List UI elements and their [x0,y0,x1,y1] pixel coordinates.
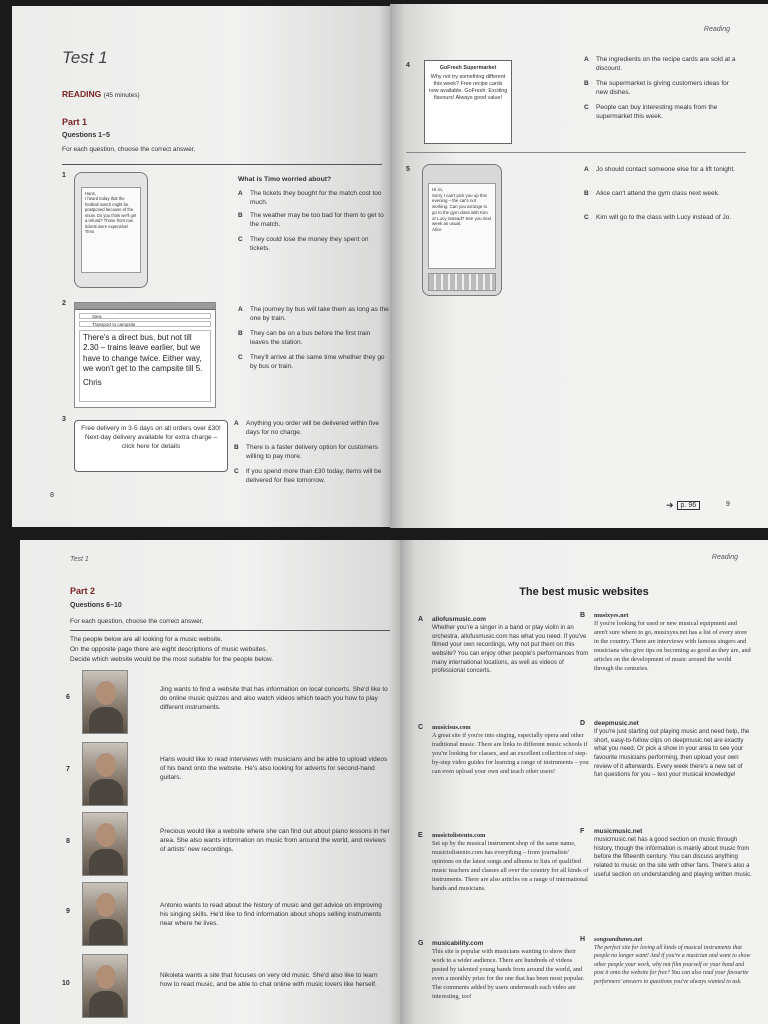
website-h: H songsandtunes.net The perfect site for loving all kinds of musical instruments that people no longer want! And if you're a musician and want to show other people your work, why not film yourself or your band and post it onto the website for free? You can also read your favourite performers' answers to questions you've always wanted to ask. [580,936,751,985]
option-a[interactable]: A The tickets they bought for the match cost too much. [238,190,382,206]
phone-illustration [74,172,148,288]
question-number: 5 [406,166,410,173]
page-number: 9 [726,501,730,508]
divider [62,164,382,165]
person-description: Antonio wants to read about the history of music and get advice on improving his singing skills. He'd like to find information about shops selling instruments near where he lives. [160,902,382,927]
phone-message: Hi Jo, Sorry I can't pick you up this evening – the car's not working. Can you arrange to go to the gym class with Kim or Lucy instead? See you next week as usual. Alice [432,187,492,233]
subject-field: Transport to campsite [79,321,211,327]
banner-line-1: Free delivery in 3-5 days on all orders over £30! [81,425,221,432]
person-photo [82,742,128,806]
question-number: 9 [66,908,70,915]
person-photo [82,954,128,1018]
answer-reference[interactable] [666,500,700,511]
notice-title: GoFresh Supermarket [439,65,497,71]
website-a: A allofusmusic.com Whether you're a singer in a band or play violin in an orchestra, allofusmusic.com has what you need. If you've filmed your own recordings, why not put them on this website? You can enjoy other people's performances from many international locations, as well as videos of professional concerts. [418,616,589,675]
delivery-banner [74,420,228,472]
question-number: 8 [66,838,70,845]
message-body: There's a direct bus, but not till 2.30 – trains leave earlier, but we have to change twice. Either way, we won't get to the campsite till 5. [83,333,203,374]
part-title: Part 2 [70,586,96,596]
person-description: Precious would like a website where she can find out about piano lessons in her area. She also wants information on music from around the world, and reviews of artists' new recordings. [160,828,390,853]
option-a[interactable]: A The journey by bus will take them as long as the one by train. [238,306,389,322]
question-number: 2 [62,300,66,307]
reading-label: READING [62,89,102,99]
phone-screen [81,187,141,273]
option-b[interactable]: B Alice can't attend the gym class next week. [584,190,720,197]
person-description: Hans would like to read interviews with musicians and be able to upload videos of his band onto the website. He's also looking for adverts for second-hand guitars. [160,756,388,781]
option-b[interactable]: B The weather may be too bad for them to get to the match. [238,212,384,228]
intro-line: Decide which website would be the most suitable for the people below. [70,656,274,663]
page-title: The best music websites [519,586,649,598]
website-c: C musicisus.com A great site if you're into singing, especially opera and other traditional music. There are links to different music schools if you're looking for classes, and an excellent collection of step-by-step video guides for learning a range of instruments – you can even upload your own and teach other users! [418,724,589,775]
page-11 [400,540,768,1024]
page-8 [12,6,390,527]
supermarket-notice [424,60,512,144]
reading-time: (45 minutes) [103,92,140,99]
option-c[interactable]: C If you spend more than £30 today, items will be delivered for free tomorrow. [234,468,382,484]
option-c[interactable]: C Kim will go to the class with Lucy instead of Jo. [584,214,732,221]
website-g: G musicability.com This site is popular with musicians wanting to show their work to a wider audience. There are hundreds of videos posted by talented young bands from around the world, and even a monthly prize for the one that has been most popular. The comments added by users underneath each video are interesting, too! [418,940,585,1000]
window-title: Message [99,312,118,317]
questions-range: Questions 6–10 [70,602,122,609]
banner-line-2: Next-day delivery available for extra charge – click here for details [84,433,218,450]
question-prompt: What is Timo worried about? [238,176,332,183]
to-field: Sara [79,313,211,319]
page-header: Reading [711,554,738,561]
keyboard-icon [428,273,496,291]
message-window [74,302,216,408]
intro-line: The people below are all looking for a music website. [70,636,223,643]
person-photo [82,812,128,876]
question-number: 1 [62,172,66,179]
page-10 [20,540,400,1024]
test-title: Test 1 [62,48,108,67]
message-signature: Chris [83,377,102,387]
questions-range: Questions 1–5 [62,132,110,139]
page-9 [390,4,768,528]
option-b[interactable]: B There is a faster delivery option for customers willing to pay more. [234,444,378,460]
website-b: B musixyes.net If you're looking for used or new musical equipment and aren't sure where to go, musixyes.net has a list of every store in the country. There are interviews with famous singers and musicians who give tips on becoming as good as they are, and articles on the development of music around the world through the centuries. [580,612,751,672]
intro-line: On the opposite page there are eight descriptions of music websites. [70,646,268,653]
arrow-right-icon: ➜ [666,500,674,510]
question-number: 4 [406,62,410,69]
person-description: Nikoleta wants a site that focuses on very old music. She'd also like to learn how to read music, and be able to chat online with music lovers like herself. [160,972,378,988]
instruction: For each question, choose the correct answer. [62,146,196,153]
bottom-spread [0,540,768,1024]
option-b[interactable]: B They can be on a bus before the first train leaves the station. [238,330,371,346]
question-number: 3 [62,416,66,423]
option-b[interactable]: B The supermarket is giving customers ideas for new dishes. [584,80,729,96]
website-f: F musicmusic.net musicmusic.net has a good section on music through history, though the information is mainly about music from before the fifteenth century. You can discuss anything related to music on the site with other fans. There's also a useful section on understanding and playing written music. [580,828,752,878]
question-number: 6 [66,694,70,701]
phone-illustration [422,164,502,296]
page-header: Reading [703,26,730,33]
person-photo [82,670,128,734]
divider [406,152,746,153]
option-c[interactable]: C They'll arrive at the same time whether they go by bus or train. [238,354,385,370]
website-e: E musictolistento.com Set up by the musical instrument shop of the same name, musictolistento.com has everything – from journalists' opinions on the latest songs and albums to lists of qualified music teachers and classes all over the country for all kinds of instruments. There are also articles on a range of international bands and musicians. [418,832,589,892]
phone-message: Hans, I heard today that the football match might be postponed because of the snow. Do you think we'll get a refund? Those front row tickets were expensive! Timo [85,191,137,235]
option-c[interactable]: C People can buy interesting meals from the supermarket this week. [584,104,718,120]
option-a[interactable]: A Jo should contact someone else for a lift tonight. [584,166,736,173]
person-photo [82,882,128,946]
question-number: 7 [66,766,70,773]
option-c[interactable]: C They could lose the money they spent on tickets. [238,236,369,252]
page-number: 8 [50,492,54,499]
reference-box: p. 96 [677,501,701,510]
option-a[interactable]: A Anything you order will be delivered within five days for no charge. [234,420,379,436]
question-number: 10 [62,980,70,987]
option-a[interactable]: A The ingredients on the recipe cards are sold at a discount. [584,56,736,72]
test-title: Test 1 [70,556,89,563]
website-d: D deepmusic.net If you're just starting out playing music and need help, the short, easy-to-follow clips on deepmusic.net are exactly what you need. Or pick a show in your area to see your favourite musicians performing, then upload your own review of it afterwards. Every week there's a new set of fun questions for you – test your musical knowledge! [580,720,750,779]
message-body-box [79,330,211,402]
instruction: For each question, choose the correct answer. [70,618,204,625]
reading-heading [62,89,140,99]
phone-screen [428,183,496,269]
part-title: Part 1 [62,117,88,127]
notice-body: Why not try something different this week? Free recipe cards now available. GoFresh: Exciting flavours! Always good value! [428,74,508,102]
person-description: Jing wants to find a website that has information on local concerts. She'd like to do online music quizzes and also watch videos which teach you how to play different instruments. [160,686,388,711]
divider [70,630,390,631]
